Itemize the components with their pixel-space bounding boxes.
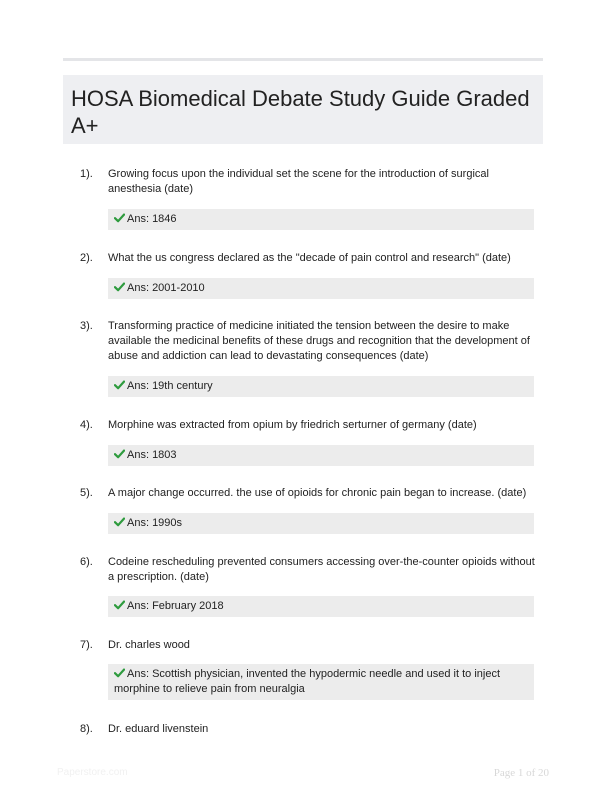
answer-box xyxy=(108,513,534,534)
answer-box xyxy=(108,664,534,700)
question-number: 1). xyxy=(80,168,93,180)
watermark: Paperstore.com xyxy=(57,767,128,778)
question-number: 3). xyxy=(80,320,93,332)
answer-text: Ans: 1846 xyxy=(127,213,177,225)
question-text: What the us congress declared as the "decade of pain control and research" (date) xyxy=(108,252,511,264)
answer-box xyxy=(108,445,534,466)
check-icon xyxy=(114,449,125,459)
page-number: Page 1 of 20 xyxy=(493,767,549,779)
answer-box xyxy=(108,209,534,230)
answer-box xyxy=(108,596,534,617)
question-number: 2). xyxy=(80,252,93,264)
answer-box xyxy=(108,376,534,397)
answer-text: Ans: 2001-2010 xyxy=(127,282,205,294)
page-title: HOSA Biomedical Debate Study Guide Graded A+ xyxy=(71,86,530,138)
question-number: 7). xyxy=(80,639,93,651)
question-number: 5). xyxy=(80,487,93,499)
question-text: Morphine was extracted from opium by friedrich serturner of germany (date) xyxy=(108,419,477,431)
question-number: 6). xyxy=(80,556,93,568)
question-number: 8). xyxy=(80,723,93,735)
check-icon xyxy=(114,213,125,223)
check-icon xyxy=(114,517,125,527)
answer-text: Ans: February 2018 xyxy=(127,600,224,612)
answer-text: Ans: Scottish physician, invented the hypodermic needle and used it to inject morphine to relieve pain from neuralgia xyxy=(114,668,501,695)
answer-text: Ans: 1803 xyxy=(127,449,177,461)
check-icon xyxy=(114,668,125,678)
question-text: Dr. charles wood xyxy=(108,639,190,651)
answer-box xyxy=(108,278,534,299)
question-text: Dr. eduard livenstein xyxy=(108,723,209,735)
question-text: Transforming practice of medicine initiated the tension between the desire to make available the medicinal benefits of these drugs and recognition that the development of abuse and addiction can lead to devastating consequences (date) xyxy=(108,320,530,362)
question-text: Growing focus upon the individual set the scene for the introduction of surgical anesthesia (date) xyxy=(108,168,489,195)
check-icon xyxy=(114,600,125,610)
check-icon xyxy=(114,380,125,390)
check-icon xyxy=(114,282,125,292)
answer-text: Ans: 1990s xyxy=(127,517,183,529)
question-number: 4). xyxy=(80,419,93,431)
question-text: Codeine rescheduling prevented consumers accessing over-the-counter opioids without a prescription. (date) xyxy=(108,556,535,583)
question-text: A major change occurred. the use of opioids for chronic pain began to increase. (date) xyxy=(108,487,527,499)
answer-text: Ans: 19th century xyxy=(127,380,213,392)
